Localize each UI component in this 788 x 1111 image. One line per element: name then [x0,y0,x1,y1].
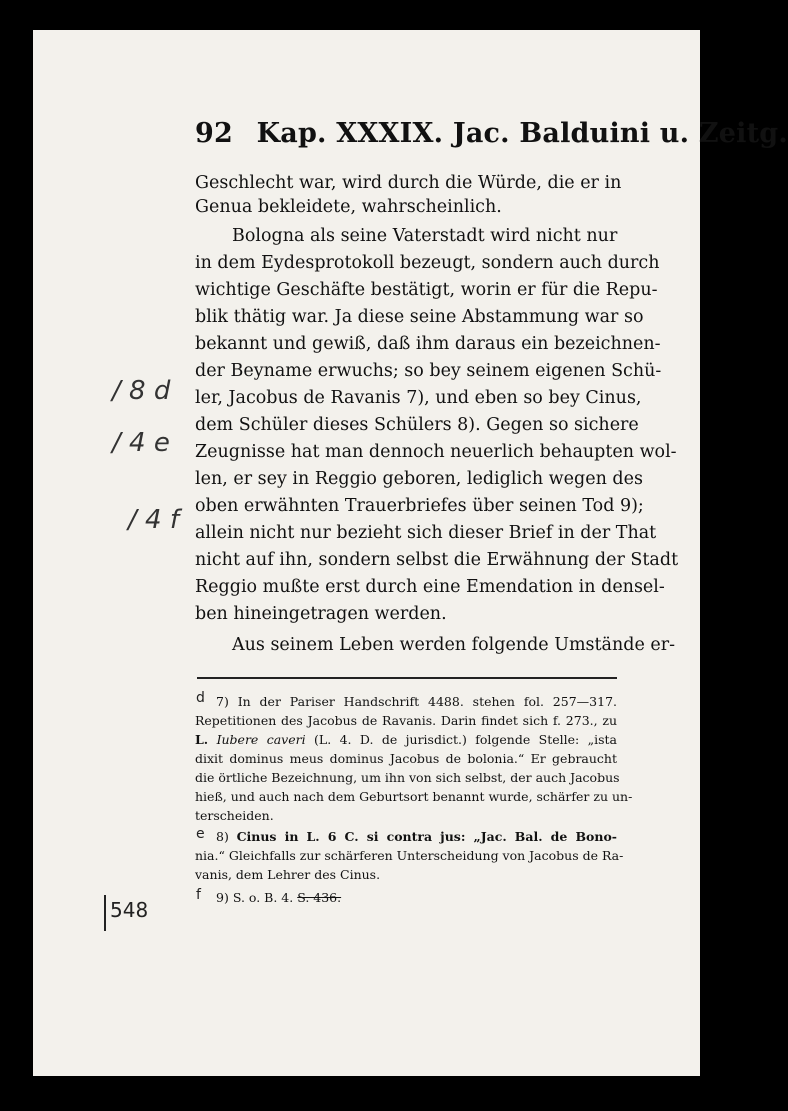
page-ref-note: 548 [110,898,149,922]
body-line: blik thätig war. Ja diese seine Abstammung war so [195,307,644,327]
body-line: oben erwähnten Trauerbriefes über seinen Tod 9); [195,496,644,516]
body-line: Reggio mußte erst durch eine Emendation in densel- [195,577,665,597]
footnote-ink-mark-e: e [196,826,205,842]
body-line: Zeugnisse hat man dennoch neuerlich behaupten wol- [195,442,677,462]
running-title: Jac. Balduini u. Zeitg. [452,118,788,149]
footnote-8-line: vanis, dem Lehrer des Cinus. [195,867,381,882]
body-line: len, er sey in Reggio geboren, lediglich wegen des [195,469,643,489]
footnote-7-line: hieß, und auch nach dem Geburtsort benannt wurde, schärfer zu un- [195,789,633,804]
footnote-7-line: 7) In der Pariser Handschrift 4488. stehen fol. 257—317. [216,694,617,709]
page-ref-bar [104,895,106,931]
footnote-rule [197,677,617,679]
footnote-7-line: L. Iubere caveri (L. 4. D. de jurisdict.) folgende Stelle: „ista [195,732,617,747]
body-line: bekannt und gewiß, daß ihm daraus ein bezeichnen- [195,334,661,354]
page-number: 92 [195,118,233,149]
body-line: dem Schüler dieses Schülers 8). Gegen so sichere [195,415,639,435]
footnote-9-line: 9) S. o. B. 4. S. 436. [216,890,342,905]
margin-note-a: / 8 d [112,376,171,406]
body-line: Geschlecht war, wird durch die Würde, die er in [195,173,622,193]
footnote-7-line: dixit dominus meus dominus Jacobus de bolonia.“ Er gebraucht [195,751,617,766]
body-line: wichtige Geschäfte bestätigt, worin er für die Repu- [195,280,658,300]
body-line: Aus seinem Leben werden folgende Umstände er- [232,635,676,655]
footnote-9-marker: 9) [216,890,229,905]
page-header [195,118,788,149]
footnote-7-marker: 7) [216,694,229,709]
body-line: Genua bekleidete, wahrscheinlich. [195,197,502,217]
footnote-7-line: die örtliche Bezeichnung, um ihn von sich selbst, der auch Jacobus [195,770,620,785]
margin-note-c: / 4 f [128,505,179,535]
body-line: nicht auf ihn, sondern selbst die Erwähnung der Stadt [195,550,679,570]
body-line: in dem Eydesprotokoll bezeugt, sondern auch durch [195,253,660,273]
footnote-8-line: nia.“ Gleichfalls zur schärferen Unterscheidung von Jacobus de Ra- [195,848,624,863]
margin-note-b: / 4 e [112,428,170,458]
footnote-ink-mark-d: d [196,690,205,706]
chapter-label: Kap. XXXIX. [256,118,444,149]
footnote-9-struck-ref: S. 436. [297,890,342,905]
body-line: der Beyname erwuchs; so bey seinem eigenen Schü- [195,361,662,381]
body-line: Bologna als seine Vaterstadt wird nicht nur [232,226,618,246]
footnote-8-marker: 8) [216,829,229,844]
body-line: ben hineingetragen werden. [195,604,447,624]
footnote-7-line: terscheiden. [195,808,274,823]
footnote-8-line: 8) Cinus in L. 6 C. si contra jus: „Jac. Bal. de Bono- [216,829,617,844]
body-line: allein nicht nur bezieht sich dieser Brief in der That [195,523,657,543]
footnote-ink-mark-f: f [196,887,201,903]
footnote-7-line: Repetitionen des Jacobus de Ravanis. Darin findet sich f. 273., zu [195,713,617,728]
body-line: ler, Jacobus de Ravanis 7), und eben so bey Cinus, [195,388,642,408]
